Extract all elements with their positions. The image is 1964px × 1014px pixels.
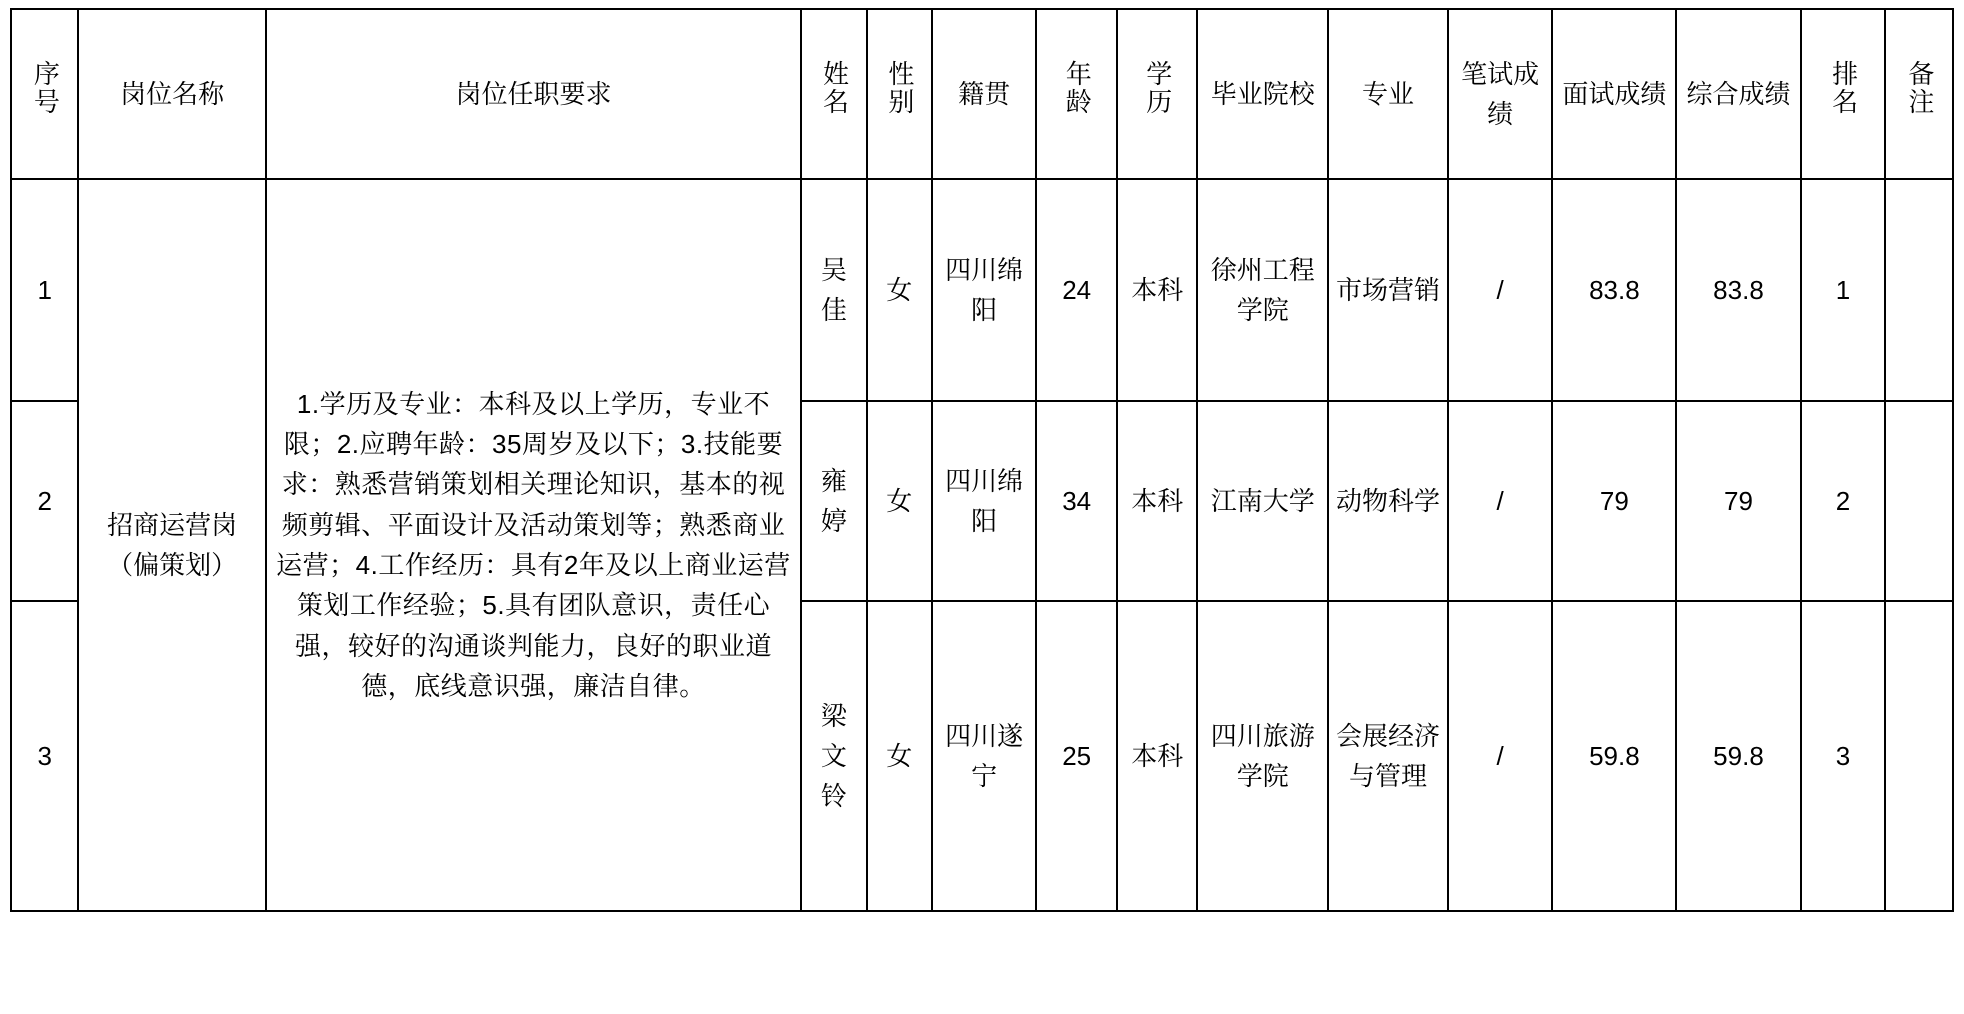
cell-origin: 四川遂宁 <box>932 601 1037 911</box>
cell-rank: 3 <box>1801 601 1886 911</box>
cell-requirements: 1.学历及专业：本科及以上学历，专业不限；2.应聘年龄：35周岁及以下；3.技能要求：熟悉营销策划相关理论知识，基本的视频剪辑、平面设计及活动策划等；熟悉商业运营；4.工作经历：具有2年及以上商业运营策划工作经验；5.具有团队意识，责任心强，较好的沟通谈判能力，良好的职业道德，底线意识强，廉洁自律。 <box>266 179 802 911</box>
column-header-requirements-label: 岗位任职要求 <box>455 78 612 109</box>
column-header-major-label: 专业 <box>1361 78 1414 109</box>
cell-rank: 1 <box>1801 179 1886 401</box>
cell-seq: 3 <box>11 601 78 911</box>
column-header-rank-label: 排名 <box>1828 60 1859 117</box>
cell-education: 本科 <box>1117 601 1198 911</box>
column-header-written-score-label: 笔试成绩 <box>1461 58 1540 129</box>
table-body <box>11 179 1953 911</box>
table-header-row <box>11 9 1953 179</box>
cell-age: 34 <box>1036 401 1117 601</box>
cell-origin: 四川绵阳 <box>932 179 1037 401</box>
column-header-school-label: 毕业院校 <box>1210 78 1315 109</box>
column-header-total-score-label: 综合成绩 <box>1686 78 1791 109</box>
column-header-age <box>1036 9 1117 179</box>
column-header-total-score <box>1676 9 1800 179</box>
cell-written-score: / <box>1448 179 1553 401</box>
column-header-origin-label: 籍贯 <box>958 78 1011 109</box>
column-header-seq <box>11 9 78 179</box>
cell-school: 四川旅游学院 <box>1197 601 1328 911</box>
cell-school: 江南大学 <box>1197 401 1328 601</box>
column-header-age-label: 年龄 <box>1062 60 1093 117</box>
cell-gender: 女 <box>867 601 932 911</box>
cell-seq: 1 <box>11 179 78 401</box>
cell-name: 吴佳 <box>801 179 866 401</box>
cell-remark <box>1885 601 1953 911</box>
table-row <box>11 179 1953 401</box>
column-header-requirements <box>266 9 802 179</box>
column-header-interview-score-label: 面试成绩 <box>1562 78 1667 109</box>
cell-name: 梁文铃 <box>801 601 866 911</box>
cell-written-score: / <box>1448 401 1553 601</box>
cell-total-score: 79 <box>1676 401 1800 601</box>
column-header-origin <box>932 9 1037 179</box>
cell-name: 雍婷 <box>801 401 866 601</box>
column-header-written-score <box>1448 9 1553 179</box>
column-header-school <box>1197 9 1328 179</box>
cell-origin: 四川绵阳 <box>932 401 1037 601</box>
cell-rank: 2 <box>1801 401 1886 601</box>
cell-major: 会展经济与管理 <box>1328 601 1448 911</box>
cell-education: 本科 <box>1117 401 1198 601</box>
cell-age: 24 <box>1036 179 1117 401</box>
cell-seq: 2 <box>11 401 78 601</box>
column-header-name-label: 姓名 <box>819 60 850 117</box>
column-header-interview-score <box>1552 9 1676 179</box>
column-header-education-label: 学历 <box>1142 60 1173 117</box>
column-header-rank <box>1801 9 1886 179</box>
column-header-major <box>1328 9 1448 179</box>
cell-total-score: 59.8 <box>1676 601 1800 911</box>
cell-written-score: / <box>1448 601 1553 911</box>
cell-total-score: 83.8 <box>1676 179 1800 401</box>
cell-age: 25 <box>1036 601 1117 911</box>
cell-major: 动物科学 <box>1328 401 1448 601</box>
column-header-remark-label: 备注 <box>1904 60 1935 117</box>
column-header-name <box>801 9 866 179</box>
column-header-post-label: 岗位名称 <box>120 78 225 109</box>
column-header-gender <box>867 9 932 179</box>
cell-interview-score: 79 <box>1552 401 1676 601</box>
cell-interview-score: 83.8 <box>1552 179 1676 401</box>
column-header-seq-label: 序号 <box>30 60 61 117</box>
cell-major: 市场营销 <box>1328 179 1448 401</box>
column-header-gender-label: 性别 <box>884 60 915 117</box>
cell-remark <box>1885 401 1953 601</box>
column-header-remark <box>1885 9 1953 179</box>
cell-gender: 女 <box>867 179 932 401</box>
cell-interview-score: 59.8 <box>1552 601 1676 911</box>
table-header <box>11 9 1953 179</box>
column-header-post <box>78 9 265 179</box>
cell-school: 徐州工程学院 <box>1197 179 1328 401</box>
cell-gender: 女 <box>867 401 932 601</box>
cell-remark <box>1885 179 1953 401</box>
cell-post-name: 招商运营岗（偏策划） <box>78 179 265 911</box>
cell-education: 本科 <box>1117 179 1198 401</box>
column-header-education <box>1117 9 1198 179</box>
candidate-results-table <box>10 8 1954 912</box>
